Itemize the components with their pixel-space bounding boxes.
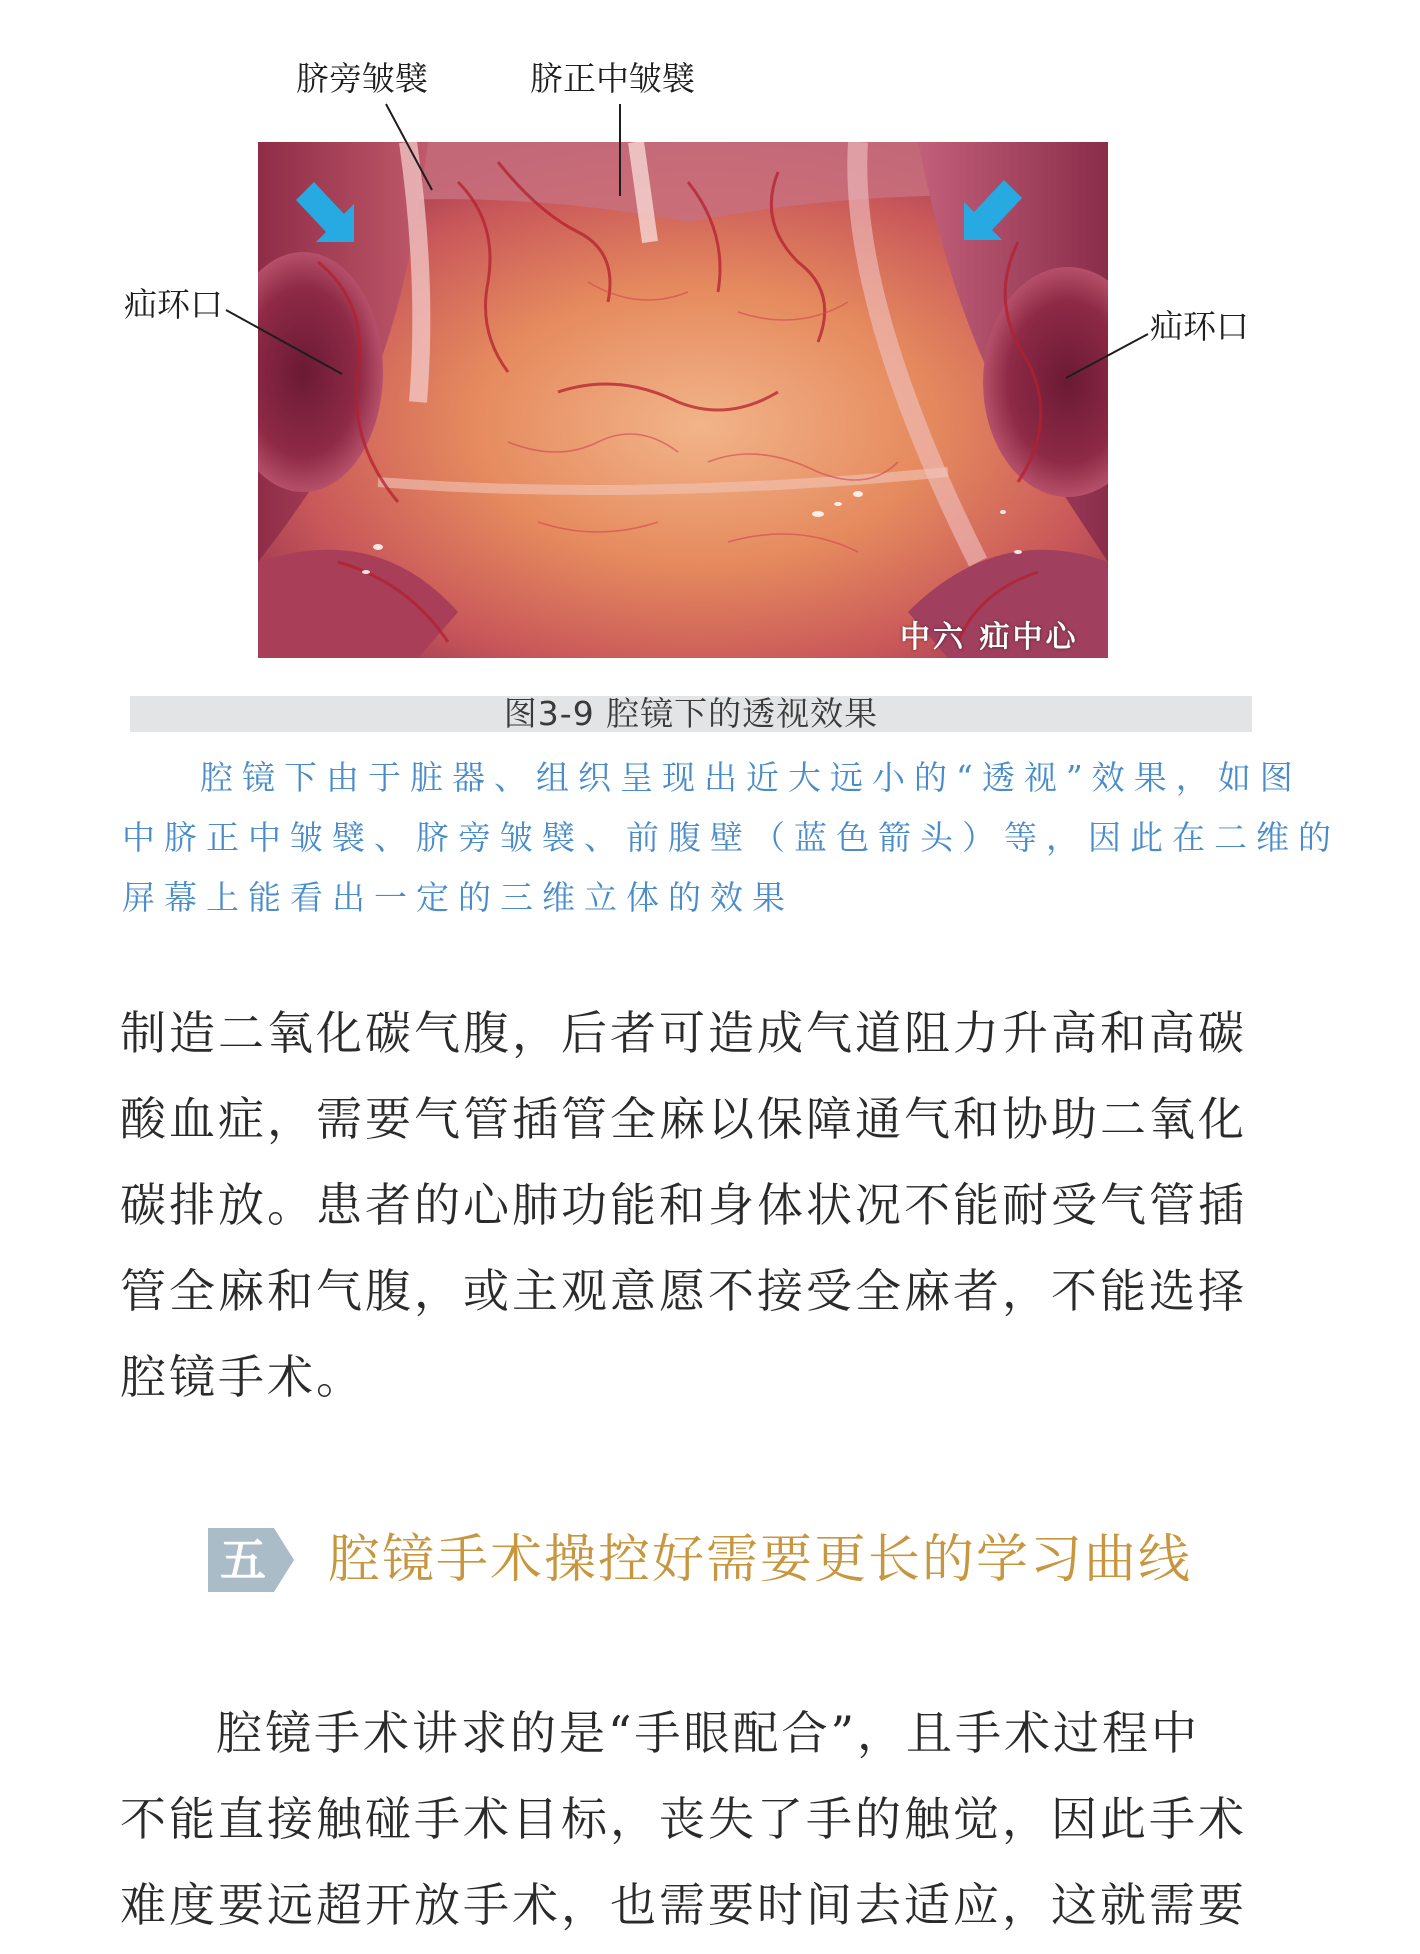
body-line: 制造二氧化碳气腹，后者可造成气道阻力升高和高碳 [120,1006,1247,1060]
note-line: 中脐正中皱襞、脐旁皱襞、前腹壁（蓝色箭头）等，因此在二维的 [122,818,1340,857]
body-line: 难度要远超开放手术，也需要时间去适应，这就需要 [120,1878,1247,1932]
body-line: 腔镜手术。 [120,1350,365,1404]
body-line: 不能直接触碰手术目标，丧失了手的触觉，因此手术 [120,1792,1247,1846]
laparoscopic-photo [258,142,1108,658]
label-median-umbilical-fold: 脐正中皱襞 [530,59,695,98]
body-line: 管全麻和气腹，或主观意愿不接受全麻者，不能选择 [120,1264,1247,1318]
label-hernia-ring-left: 疝环口 [124,285,223,324]
body-paragraph-2 [120,1690,1270,1948]
body-line: 碳排放。患者的心肺功能和身体状况不能耐受气管插 [120,1178,1247,1232]
section-number: 五 [220,1533,266,1587]
photo-watermark: 中六 疝中心 [900,620,1079,655]
body-line: 腔镜手术讲求的是“手眼配合”，且手术过程中 [216,1706,1201,1760]
label-hernia-ring-right: 疝环口 [1150,307,1249,346]
figure-note [122,748,1340,928]
section-heading [208,1528,1258,1592]
figure [0,0,1420,733]
body-line: 酸血症，需要气管插管全麻以保障通气和协助二氧化 [120,1092,1247,1146]
section-number-badge [208,1528,294,1592]
figure-caption-bar [130,696,1252,732]
note-line: 腔镜下由于脏器、组织呈现出近大远小的“透视”效果，如图 [200,758,1302,797]
figure-caption: 图3-9 腔镜下的透视效果 [503,694,879,733]
section-title: 腔镜手术操控好需要更长的学习曲线 [328,1530,1193,1590]
label-paraumbilical-fold: 脐旁皱襞 [296,59,428,98]
note-line: 屏幕上能看出一定的三维立体的效果 [122,878,794,917]
body-paragraph-1 [120,990,1270,1420]
